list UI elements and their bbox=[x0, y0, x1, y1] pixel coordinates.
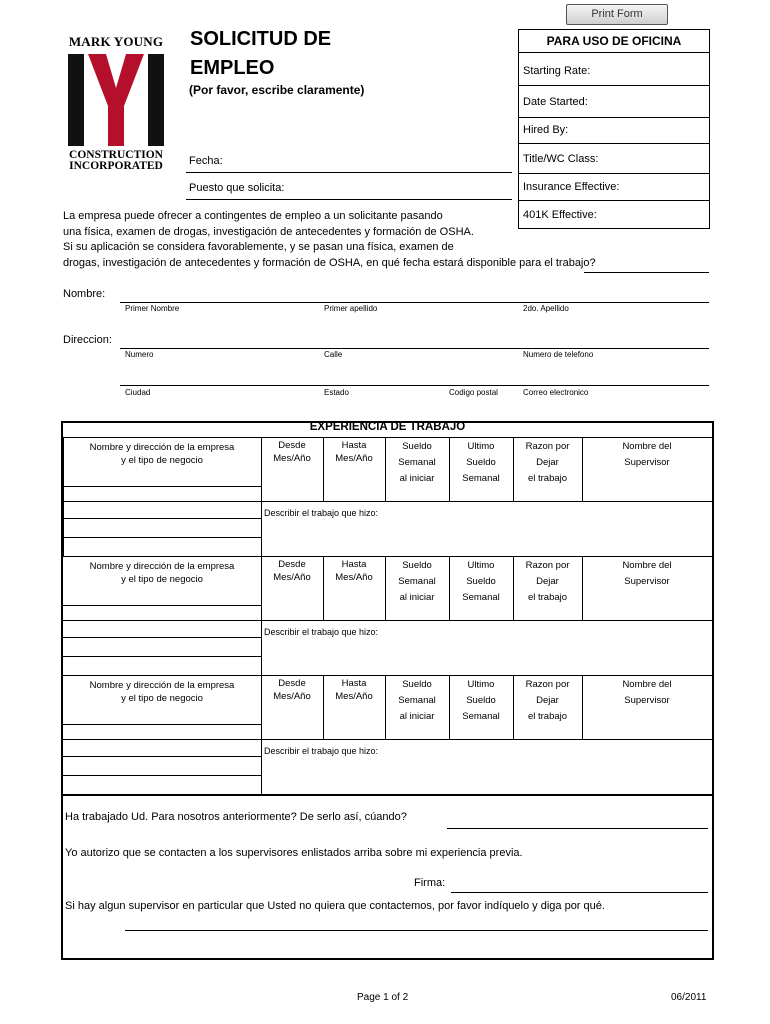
nombre-field[interactable] bbox=[120, 302, 709, 303]
logo-mark-icon bbox=[66, 52, 166, 148]
fecha-label: Fecha: bbox=[189, 155, 223, 167]
page-title: SOLICITUD DE EMPLEO bbox=[190, 28, 332, 79]
logo-red-y bbox=[88, 54, 144, 146]
describe-label: Describir el trabajo que hizo: bbox=[264, 746, 379, 756]
sueldo-header: Sueldo Semanal al iniciar bbox=[398, 560, 436, 603]
supervisor-exclusion-question: Si hay algun supervisor en particular que Usted no quiera que contactemos, por favor indíquelo y diga por qué. bbox=[65, 900, 605, 912]
hasta-header: Hasta Mes/Año bbox=[335, 678, 373, 702]
numero-caption: Numero bbox=[125, 350, 154, 359]
logo-top-text: MARK YOUNG bbox=[68, 34, 164, 49]
desde-header: Desde Mes/Año bbox=[273, 678, 311, 702]
office-use-box bbox=[518, 29, 710, 229]
form-date: 06/2011 bbox=[671, 992, 707, 1003]
experience-entry-1 bbox=[63, 437, 712, 556]
puesto-label: Puesto que solicita: bbox=[189, 182, 285, 194]
previous-employment-question: Ha trabajado Ud. Para nosotros anteriormente? De serlo así, cúando? bbox=[65, 811, 407, 823]
puesto-field[interactable] bbox=[186, 199, 512, 200]
experience-title: EXPERIENCIA DE TRABAJO bbox=[309, 421, 466, 433]
last-name-caption: Primer apellido bbox=[324, 304, 378, 313]
logo-bottom-text: CONSTRUCTION INCORPORATED bbox=[69, 149, 163, 172]
postal-caption: Codigo postal bbox=[449, 388, 498, 397]
company-header: Nombre y dirección de la empresa y el tipo de negocio bbox=[89, 680, 235, 704]
nombre-label: Nombre: bbox=[63, 288, 106, 300]
hasta-header: Hasta Mes/Año bbox=[335, 440, 373, 464]
first-name-caption: Primer Nombre bbox=[125, 304, 180, 313]
page-subtitle: (Por favor, escribe claramente) bbox=[189, 83, 365, 97]
ultimo-header: Ultimo Sueldo Semanal bbox=[462, 679, 500, 722]
authorization-statement: Yo autorizo que se contacten a los supervisores enlistados arriba sobre mi experiencia previa. bbox=[65, 847, 523, 859]
experience-entry-2 bbox=[63, 556, 712, 675]
hasta-header: Hasta Mes/Año bbox=[335, 559, 373, 583]
supervisor-exclusion-field[interactable] bbox=[125, 930, 708, 931]
office-hired-by[interactable]: Hired By: bbox=[523, 124, 569, 136]
telefono-caption: Numero de telefono bbox=[523, 350, 594, 359]
razon-header: Razon por Dejar el trabajo bbox=[525, 679, 570, 722]
desde-header: Desde Mes/Año bbox=[273, 559, 311, 583]
direccion-label: Direccion: bbox=[63, 334, 112, 346]
ultimo-header: Ultimo Sueldo Semanal bbox=[462, 560, 500, 603]
ciudad-field[interactable] bbox=[120, 385, 709, 386]
availability-paragraph: La empresa puede ofrecer a contingentes de empleo a un solicitante pasando una física, examen de drogas, investigación de antecedentes y formación de OSHA. Si su aplicación se considera favorablemente, y se pasan una física, examen de drogas, investigación de antecedentes y formación de OSHA, en qué fecha estará disponible para el trabajo? bbox=[63, 210, 596, 269]
supervisor-header: Nombre del Supervisor bbox=[622, 679, 672, 706]
correo-caption: Correo electronico bbox=[523, 388, 589, 397]
office-date-started[interactable]: Date Started: bbox=[523, 96, 588, 108]
office-starting-rate[interactable]: Starting Rate: bbox=[523, 65, 591, 77]
page-number: Page 1 of 2 bbox=[357, 992, 409, 1003]
previous-employment-field[interactable] bbox=[447, 828, 708, 829]
supervisor-header: Nombre del Supervisor bbox=[622, 441, 672, 468]
office-insurance[interactable]: Insurance Effective: bbox=[523, 181, 620, 193]
fecha-field[interactable] bbox=[186, 172, 512, 173]
second-last-name-caption: 2do. Apellido bbox=[523, 304, 569, 313]
sueldo-header: Sueldo Semanal al iniciar bbox=[398, 679, 436, 722]
calle-caption: Calle bbox=[324, 350, 343, 359]
office-401k[interactable]: 401K Effective: bbox=[523, 209, 597, 221]
describe-label: Describir el trabajo que hizo: bbox=[264, 508, 379, 518]
office-title-class[interactable]: Title/WC Class: bbox=[523, 153, 599, 165]
ultimo-header: Ultimo Sueldo Semanal bbox=[462, 441, 500, 484]
print-form-button[interactable]: Print Form bbox=[566, 4, 668, 25]
direccion-field[interactable] bbox=[120, 348, 709, 349]
estado-caption: Estado bbox=[324, 388, 349, 397]
office-header: PARA USO DE OFICINA bbox=[546, 34, 682, 48]
company-header: Nombre y dirección de la empresa y el tipo de negocio bbox=[89, 442, 235, 466]
company-header: Nombre y dirección de la empresa y el tipo de negocio bbox=[89, 561, 235, 585]
razon-header: Razon por Dejar el trabajo bbox=[525, 441, 570, 484]
razon-header: Razon por Dejar el trabajo bbox=[525, 560, 570, 603]
logo-left-bar bbox=[68, 54, 84, 146]
describe-label: Describir el trabajo que hizo: bbox=[264, 627, 379, 637]
sueldo-header: Sueldo Semanal al iniciar bbox=[398, 441, 436, 484]
logo-right-bar bbox=[148, 54, 164, 146]
experience-entry-3 bbox=[63, 675, 712, 794]
availability-date-field[interactable] bbox=[584, 272, 709, 273]
ciudad-caption: Ciudad bbox=[125, 388, 151, 397]
supervisor-header: Nombre del Supervisor bbox=[622, 560, 672, 587]
desde-header: Desde Mes/Año bbox=[273, 440, 311, 464]
firma-field[interactable] bbox=[451, 892, 708, 893]
experience-section bbox=[61, 421, 714, 960]
firma-label: Firma: bbox=[414, 877, 446, 889]
